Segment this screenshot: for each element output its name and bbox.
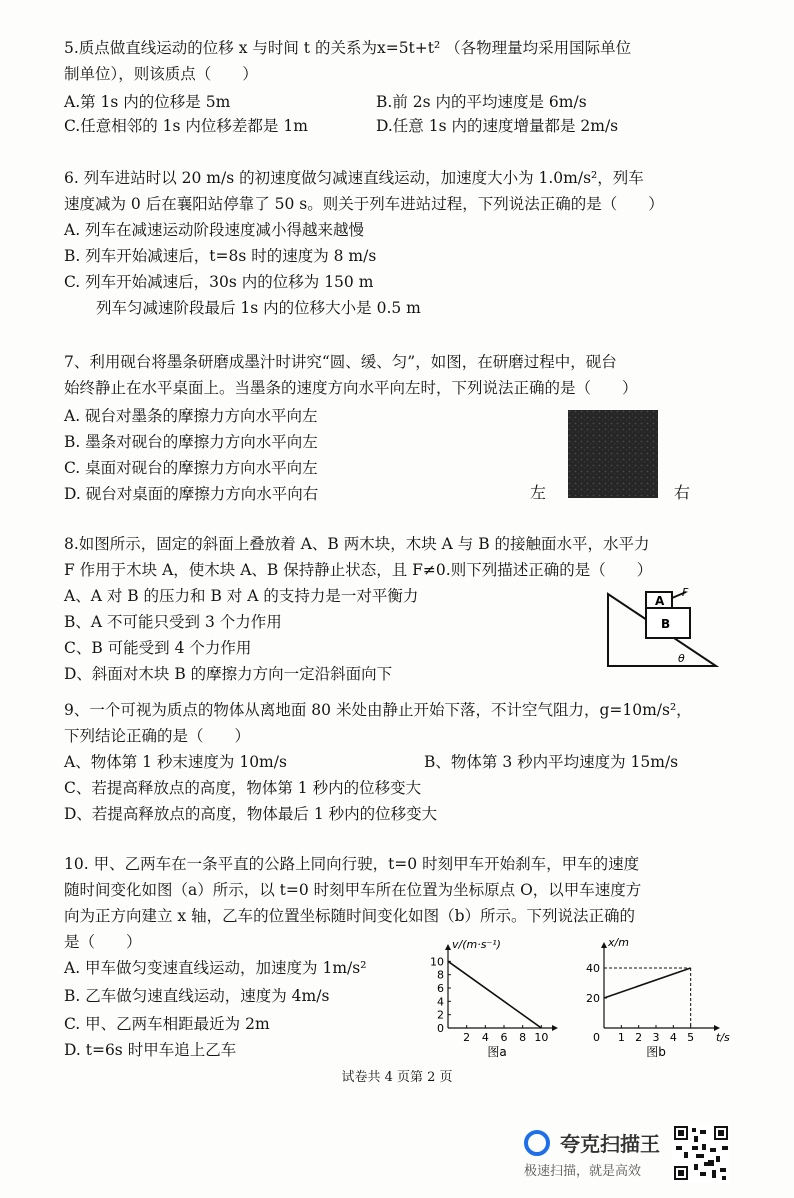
x-axis-arrow (552, 1025, 558, 1031)
x-tick-label: 3 (652, 1031, 660, 1044)
q7-option-d: D. 砚台对桌面的摩擦力方向水平向右 (64, 485, 319, 503)
inkstone-figure (520, 410, 710, 510)
chart-title: 图b (646, 1045, 666, 1059)
q5-stem-line2: 制单位），则该质点（ ） (64, 65, 258, 83)
q8-option-d: D、斜面对木块 B 的摩擦力方向一定沿斜面向下 (64, 665, 393, 683)
series-line (604, 968, 691, 998)
q7-option-b: B. 墨条对砚台的摩擦力方向水平向左 (64, 433, 318, 451)
x-tick-label: 2 (635, 1031, 643, 1044)
q8-stem-line2: F 作用于木块 A，使木块 A、B 保持静止状态，且 F≠0.则下列描述正确的是（ ） (64, 561, 653, 579)
q6-option-a: A. 列车在减速运动阶段速度减小得越来越慢 (64, 221, 365, 239)
x-tick-label: 10 (534, 1031, 549, 1044)
q7-option-a: A. 砚台对墨条的摩擦力方向水平向左 (64, 407, 318, 425)
q5-option-b: B.前 2s 内的平均速度是 6m/s (376, 93, 587, 111)
graph-a-svg (420, 938, 570, 1064)
qr-code-icon (672, 1124, 730, 1182)
q10-stem-line2: 随时间变化如图（a）所示，以 t=0 时刻甲车所在位置为坐标原点 O，以甲车速度方 (64, 881, 642, 899)
q6-option-c: C. 列车开始减速后，30s 内的位移为 150 m (64, 273, 374, 291)
x-tick-label: 2 (463, 1031, 471, 1044)
series-line (448, 961, 541, 1028)
y-axis-label: v/(m·s⁻¹) (452, 938, 501, 951)
q10-option-d: D. t=6s 时甲车追上乙车 (64, 1041, 237, 1059)
x-tick-label: 4 (669, 1031, 677, 1044)
scanner-logo-icon (524, 1130, 550, 1156)
q9-option-d: D、若提高释放点的高度，物体最后 1 秒内的位移变大 (64, 805, 438, 823)
q5-stem-line1: 5.质点做直线运动的位移 x 与时间 t 的关系为x=5t+t² （各物理量均采用国际单位 (64, 39, 632, 57)
q6-option-d: 列车匀减速阶段最后 1s 内的位移大小是 0.5 m (96, 299, 421, 317)
q10-option-a: A. 甲车做匀变速直线运动，加速度为 1m/s² (64, 959, 367, 977)
q10-option-b: B. 乙车做匀速直线运动，速度为 4m/s (64, 987, 330, 1005)
q7-stem-line2: 始终静止在水平桌面上。当墨条的速度方向水平向左时，下列说法正确的是（ ） (64, 379, 638, 397)
incline-figure (606, 586, 724, 670)
y-tick-label: 2 (437, 1008, 444, 1022)
q7-option-c: C. 桌面对砚台的摩擦力方向水平向左 (64, 459, 318, 477)
q9-stem-line2: 下列结论正确的是（ ） (64, 727, 251, 745)
q9-option-a: A、物体第 1 秒末速度为 10m/s (64, 753, 287, 771)
q5-option-d: D.任意 1s 内的速度增量都是 2m/s (376, 117, 619, 135)
q8-stem-line1: 8.如图所示，固定的斜面上叠放着 A、B 两木块，木块 A 与 B 的接触面水平，水平力 (64, 535, 650, 553)
y-tick-label: 0 (437, 1022, 444, 1035)
x-tick-label: 5 (687, 1031, 695, 1044)
y-tick-label: 40 (586, 962, 600, 975)
q10-stem-line1: 10. 甲、乙两车在一条平直的公路上同向行驶，t=0 时刻甲车开始刹车，甲车的速度 (64, 855, 640, 873)
y-axis-arrow (601, 942, 607, 948)
q8-option-c: C、B 可能受到 4 个力作用 (64, 639, 252, 657)
fig-left-label: 左 (530, 483, 547, 502)
x-tick-label: 8 (519, 1031, 527, 1044)
q6-option-b: B. 列车开始减速后，t=8s 时的速度为 8 m/s (64, 247, 377, 265)
y-tick-label: 6 (437, 982, 444, 995)
q7-stem-line1: 7、利用砚台将墨条研磨成墨汁时讲究“圆、缓、匀”，如图，在研磨过程中，砚台 (64, 353, 617, 371)
scanner-slogan: 极速扫描，就是高效 (524, 1164, 642, 1179)
incline-diagram (606, 586, 724, 670)
label-theta: θ (678, 652, 685, 665)
label-b: B (661, 617, 671, 631)
q6-stem-line1: 6. 列车进站时以 20 m/s 的初速度做匀减速直线运动，加速度大小为 1.0m/s²，列车 (64, 169, 644, 187)
x-tick-label: 4 (481, 1031, 489, 1044)
x-axis-label: t/s (716, 1031, 730, 1044)
y-tick-label: 8 (437, 968, 444, 982)
y-tick-label: 10 (430, 955, 444, 969)
graph-b-svg (578, 938, 738, 1064)
q5-option-a: A.第 1s 内的位移是 5m (64, 93, 231, 111)
q9-option-b: B、物体第 3 秒内平均速度为 15m/s (424, 753, 679, 771)
fig-right-label: 右 (674, 483, 691, 502)
q10-option-c: C. 甲、乙两车相距最近为 2m (64, 1015, 270, 1033)
q8-option-a: A、A 对 B 的压力和 B 对 A 的支持力是一对平衡力 (64, 587, 419, 605)
y-tick-label: 20 (586, 992, 600, 1005)
y-axis-arrow (445, 944, 451, 950)
chart-title: 图a (487, 1045, 507, 1059)
q9-stem-line1: 9、一个可视为质点的物体从离地面 80 米处由静止开始下落，不计空气阻力，g=10m/s²， (64, 701, 692, 719)
x-tick-label: 6 (500, 1031, 508, 1044)
page-footer: 试卷共 4 页第 2 页 (341, 1070, 453, 1085)
q6-stem-line2: 速度减为 0 后在襄阳站停靠了 50 s。则关于列车进站过程，下列说法正确的是（ ） (64, 195, 664, 213)
y-axis-label: x/m (608, 938, 629, 949)
label-f: F (682, 586, 689, 599)
origin-label: 0 (593, 1031, 600, 1044)
q8-option-b: B、A 不可能只受到 3 个力作用 (64, 613, 282, 631)
q5-option-c: C.任意相邻的 1s 内位移差都是 1m (64, 117, 308, 135)
q9-option-c: C、若提高释放点的高度，物体第 1 秒内的位移变大 (64, 779, 422, 797)
graph-b (578, 938, 738, 1064)
q10-stem-line4: 是（ ） (64, 933, 142, 951)
graph-a (420, 938, 570, 1064)
q10-stem-line3: 向为正方向建立 x 轴，乙车的位置坐标随时间变化如图（b）所示。下列说法正确的 (64, 907, 636, 925)
y-tick-label: 4 (437, 995, 444, 1009)
label-a: A (655, 594, 665, 608)
x-tick-label: 1 (617, 1031, 625, 1044)
scanner-watermark (520, 1124, 780, 1184)
scanner-brand-name: 夸克扫描王 (560, 1132, 660, 1156)
